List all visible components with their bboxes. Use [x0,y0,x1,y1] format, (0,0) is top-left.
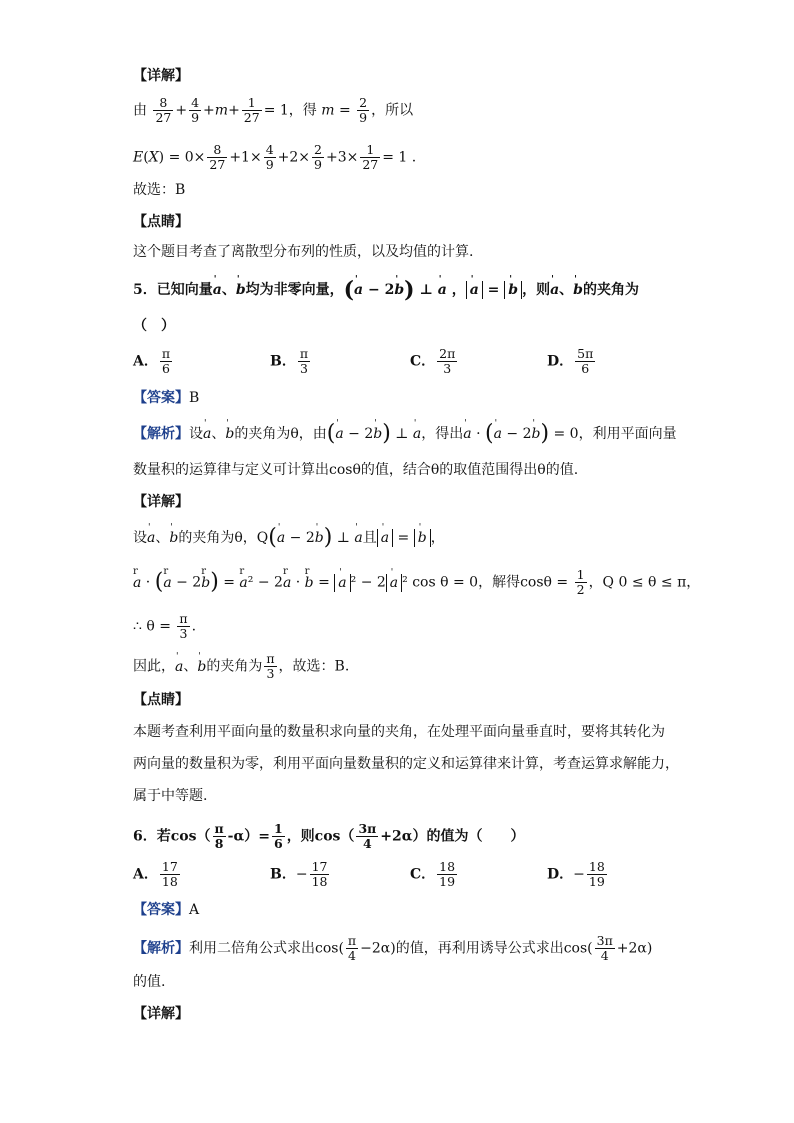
section-heading-dianjing: 【点睛】 [133,214,189,230]
q5-option-d[interactable]: D． $\frac{5\pi}{6}$ [547,346,594,376]
q5-jiexi-line-2: 数量积的运算律与定义可计算出cosθ的值，结合θ的取值范围得出θ的值. [133,462,579,478]
q5-dianjing-line-1: 本题考查利用平面向量的数量积求向量的夹角，在处理平面向量垂直时，要将其转化为 [133,724,665,740]
q5-detail-line-3: ∴ θ = $\frac{\pi}{3}$ . [133,611,197,641]
q5-option-a[interactable]: A． $\frac{\pi}{6}$ [133,346,171,376]
q6-option-b[interactable]: B．− $\frac{17}{18}$ [270,859,328,889]
q5-jiexi-line-1: 【解析】设' a、' b的夹角为θ，由(' a − 2' b) ⊥ ' a，得出' a · (' a − 2' b) = 0，利用平面向量 [133,424,677,444]
formula-line-1: 由 $\frac{8}{27}$ + $\frac{4}{9}$ +m+ $\frac{1}{27}$ = 1，得 m = $\frac{2}{9}$ ，所以 [133,95,414,125]
q5-dianjing-line-2: 两向量的数量积为零，利用平面向量数量积的定义和运算律来计算，考查运算求解能力， [133,756,679,772]
q6-option-c[interactable]: C． $\frac{18}{19}$ [410,859,456,889]
q5-option-b[interactable]: B． $\frac{\pi}{3}$ [270,346,309,376]
formula-line-2: E(X) = 0× $\frac{8}{27}$ +1× $\frac{4}{9}$ +2× $\frac{2}{9}$ +3× $\frac{1}{27}$ = 1 . [133,142,417,172]
q5-dianjing-heading: 【点睛】 [133,692,189,708]
q5-detail-line-2: r a · (r a − 2r b) = r a² − 2r a · r b = ' a ² − 2' a ² cos θ = 0，解得cosθ = $\frac{1}{2}$ ，Q 0 ≤ θ ≤ π， [133,568,700,597]
answer-choice-line: 故选：B [133,182,186,198]
section-heading-xiangjie: 【详解】 [133,68,189,84]
q5-answer: 【答案】B [133,390,200,406]
question-5-stem: 5．已知向量' a、' b均为非零向量，(' a − 2' b) ⊥ ' a ，' a = ' b ，则' a、' b的夹角为 [133,280,639,300]
question-5-paren: （ ） [133,318,175,334]
question-6-stem: 6．若cos（ $\frac{\pi}{8}$ -α）= $\frac{1}{6}$ ，则cos（ $\frac{3\pi}{4}$ +2α）的值为（ ） [133,821,525,851]
q5-xiangjie-heading: 【详解】 [133,494,189,510]
q5-option-c[interactable]: C． $\frac{2\pi}{3}$ [410,346,456,376]
q5-detail-line-4: 因此，' a、' b的夹角为 $\frac{\pi}{3}$ ，故选：B. [133,652,349,681]
q6-answer: 【答案】A [133,902,200,918]
q6-jiexi-line-1: 【解析】利用二倍角公式求出cos( $\frac{\pi}{4}$ −2α)的值，再利用诱导公式求出cos( $\frac{3\pi}{4}$ +2α) [133,933,653,963]
q6-option-d[interactable]: D．− $\frac{18}{19}$ [547,859,605,889]
q5-detail-line-1: 设' a、' b的夹角为θ，Q(' a − 2' b) ⊥ ' a且' a = ' b ， [133,528,445,548]
q6-jiexi-line-2: 的值. [133,974,166,990]
q6-xiangjie-heading: 【详解】 [133,1006,189,1022]
q6-option-a[interactable]: A． $\frac{17}{18}$ [133,859,178,889]
q5-dianjing-line-3: 属于中等题. [133,788,208,804]
dianjing-text: 这个题目考查了离散型分布列的性质，以及均值的计算. [133,244,474,260]
